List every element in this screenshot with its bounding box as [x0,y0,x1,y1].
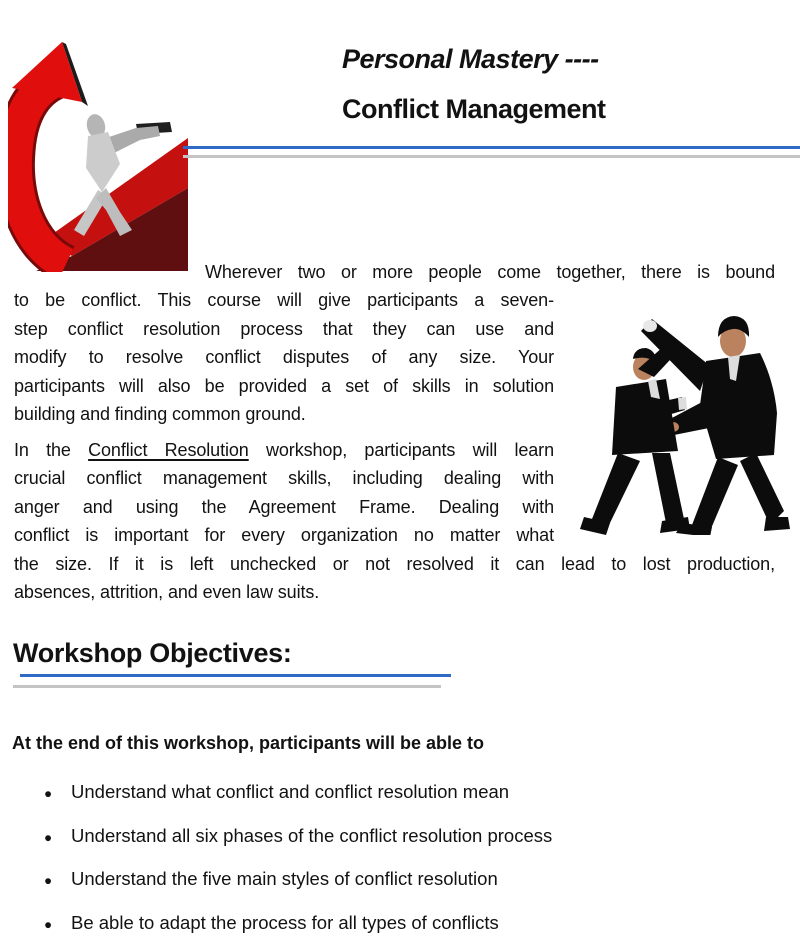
body-text-segment: workshop, participants will learn [248,440,554,460]
body-text-line [14,436,554,464]
bullet-text: Be able to adapt the process for all types of conflicts [71,912,499,933]
rising-arrow-figure-image [8,40,188,272]
bullet-dot: ● [44,873,53,888]
list-item [44,910,499,936]
section-heading: Workshop Objectives: [13,638,292,668]
bullet-dot: ● [44,917,53,932]
header-rule-blue [183,146,800,149]
bullet-dot: ● [44,830,53,845]
objectives-intro-line: At the end of this workshop, participants will be able to [12,733,485,753]
body-text-line: step conflict resolution process that they can use and [14,318,554,339]
body-text-line: crucial conflict management skills, including dealing with [14,468,554,489]
body-text-line: modify to resolve conflict disputes of any size. Your [14,347,554,368]
intro-paragraph-1 [14,258,775,428]
page-subtitle: Conflict Management [342,94,606,124]
body-text-line: conflict is important for every organization no matter what [14,525,554,546]
body-text-segment: In the [14,440,89,460]
heading-underline-blue [20,674,451,677]
body-text-line: the size. If it is left unchecked or not resolved it can lead to lost production, [14,553,775,574]
list-item [44,779,509,805]
body-text-line: building and finding common ground. [14,403,306,424]
bullet-text: Understand all six phases of the conflict resolution process [71,825,553,846]
bullet-dot: ● [44,786,53,801]
header-rule-gray [183,155,800,158]
body-text-line: anger and using the Agreement Frame. Dealing with [14,496,554,517]
body-text-line: Wherever two or more people come together, there is bound [205,262,775,282]
bullet-text: Understand the five main styles of conflict resolution [71,868,498,889]
list-item [44,866,498,892]
page-title: Personal Mastery ---- [342,44,599,74]
body-text-line: participants will also be provided a set of skills in solution [14,375,554,396]
underlined-course-name: Conflict Resolution [88,440,249,460]
body-text-line: to be conflict. This course will give participants a seven- [14,290,554,311]
heading-underline-gray [13,685,441,688]
intro-paragraph-2 [14,436,775,606]
list-item [44,823,552,849]
bullet-text: Understand what conflict and conflict resolution mean [71,781,510,802]
body-text-line: absences, attrition, and even law suits. [14,581,320,602]
